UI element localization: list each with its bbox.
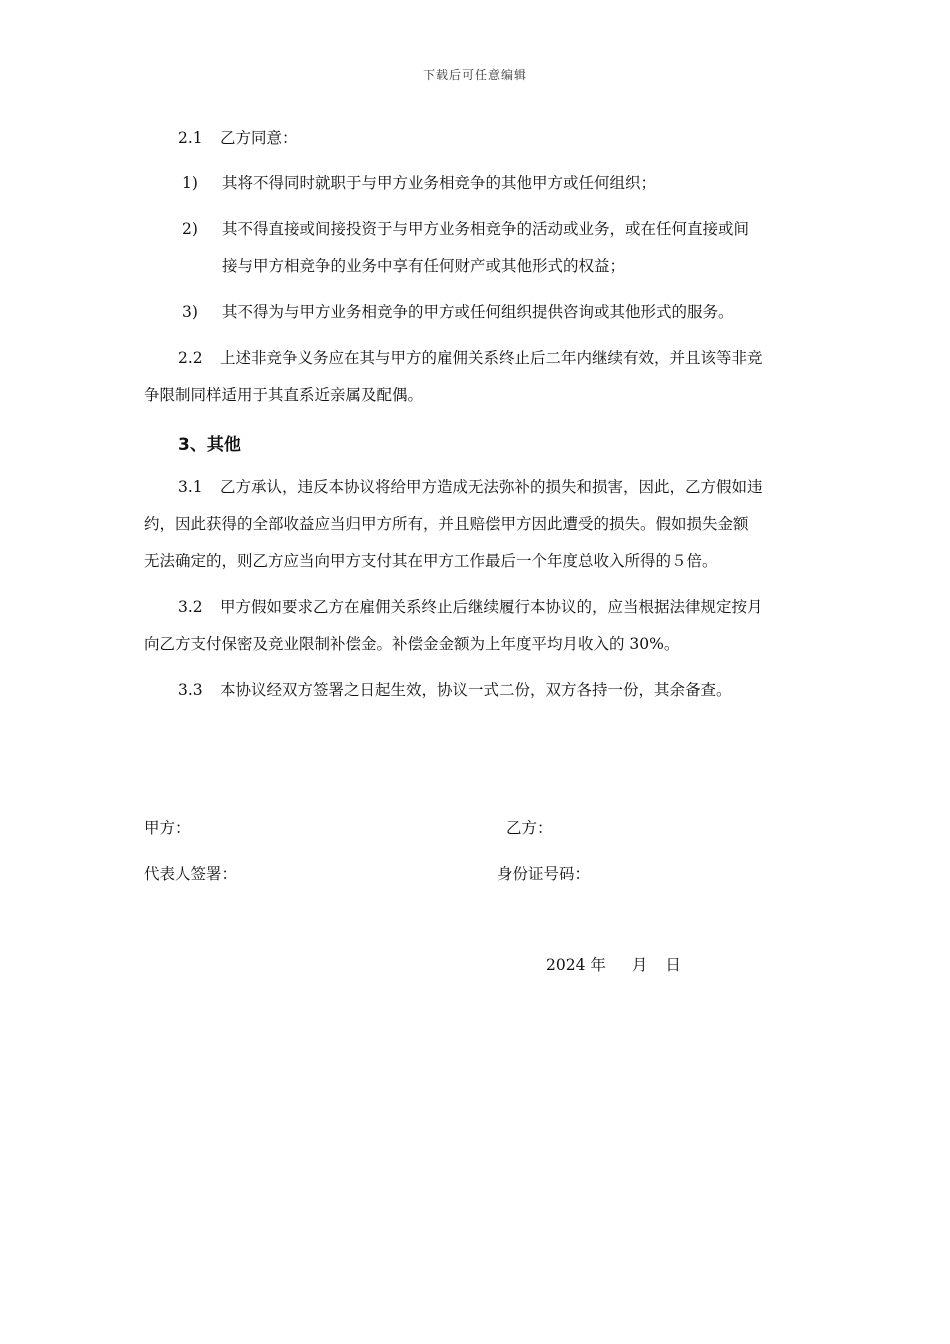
item-text: 其不得直接或间接投资于与甲方业务相竞争的活动或业务，或在任何直接或间 <box>222 220 750 238</box>
clause-text: 乙方承认，违反本协议将给甲方造成无法弥补的损失和损害，因此，乙方假如违 <box>220 478 763 496</box>
date-month: 月 <box>631 956 648 974</box>
clause-3-3 <box>178 680 732 700</box>
date-year: 2024 年 <box>546 956 606 974</box>
id-number-label: 身份证号码： <box>497 865 591 883</box>
clause-2-2 <box>178 348 763 368</box>
item-number: 2) <box>182 220 198 238</box>
clause-number: 2.2 <box>178 349 203 367</box>
clause-text-continuation: 向乙方支付保密及竞业限制补偿金。补偿金金额为上年度平均月收入的 30%。 <box>144 635 680 653</box>
section-heading: 3、其他 <box>178 435 241 455</box>
clause-number: 3.1 <box>178 478 203 496</box>
list-item <box>182 173 656 193</box>
clause-text: 甲方假如要求乙方在雇佣关系终止后继续履行本协议的，应当根据法律规定按月 <box>220 598 763 616</box>
item-text: 其将不得同时就职于与甲方业务相竞争的其他甲方或任何组织； <box>222 174 657 192</box>
clause-number: 3.2 <box>178 598 203 616</box>
list-item <box>182 302 734 322</box>
clause-text-continuation: 约，因此获得的全部收益应当归甲方所有，并且赔偿甲方因此遭受的损失。假如损失金额 <box>144 515 749 533</box>
clause-text-continuation: 无法确定的，则乙方应当向甲方支付其在甲方工作最后一个年度总收入所得的５倍。 <box>144 552 718 570</box>
party-a-label: 甲方： <box>144 819 191 837</box>
clause-text: 乙方同意： <box>220 129 298 147</box>
item-number: 3) <box>182 303 198 321</box>
signature-date <box>546 955 681 975</box>
clause-number: 2.1 <box>178 129 203 147</box>
clause-3-2 <box>178 597 763 617</box>
clause-text: 上述非竞争义务应在其与甲方的雇佣关系终止后二年内继续有效，并且该等非竞 <box>220 349 763 367</box>
clause-2-1 <box>178 128 298 148</box>
representative-signature-label: 代表人签署： <box>144 865 238 883</box>
item-text-continuation: 接与甲方相竞争的业务中享有任何财产或其他形式的权益； <box>222 257 626 275</box>
item-number: 1) <box>182 174 198 192</box>
clause-number: 3.3 <box>178 681 203 699</box>
clause-text-continuation: 争限制同样适用于其直系近亲属及配偶。 <box>144 386 424 404</box>
list-item <box>182 219 749 239</box>
page-header: 下载后可任意编辑 <box>422 68 527 82</box>
item-text: 其不得为与甲方业务相竞争的甲方或任何组织提供咨询或其他形式的服务。 <box>222 303 734 321</box>
clause-3-1 <box>178 477 763 497</box>
date-day: 日 <box>665 956 681 974</box>
party-b-label: 乙方： <box>506 819 553 837</box>
clause-text: 本协议经双方签署之日起生效，协议一式二份，双方各持一份，其余备查。 <box>220 681 732 699</box>
